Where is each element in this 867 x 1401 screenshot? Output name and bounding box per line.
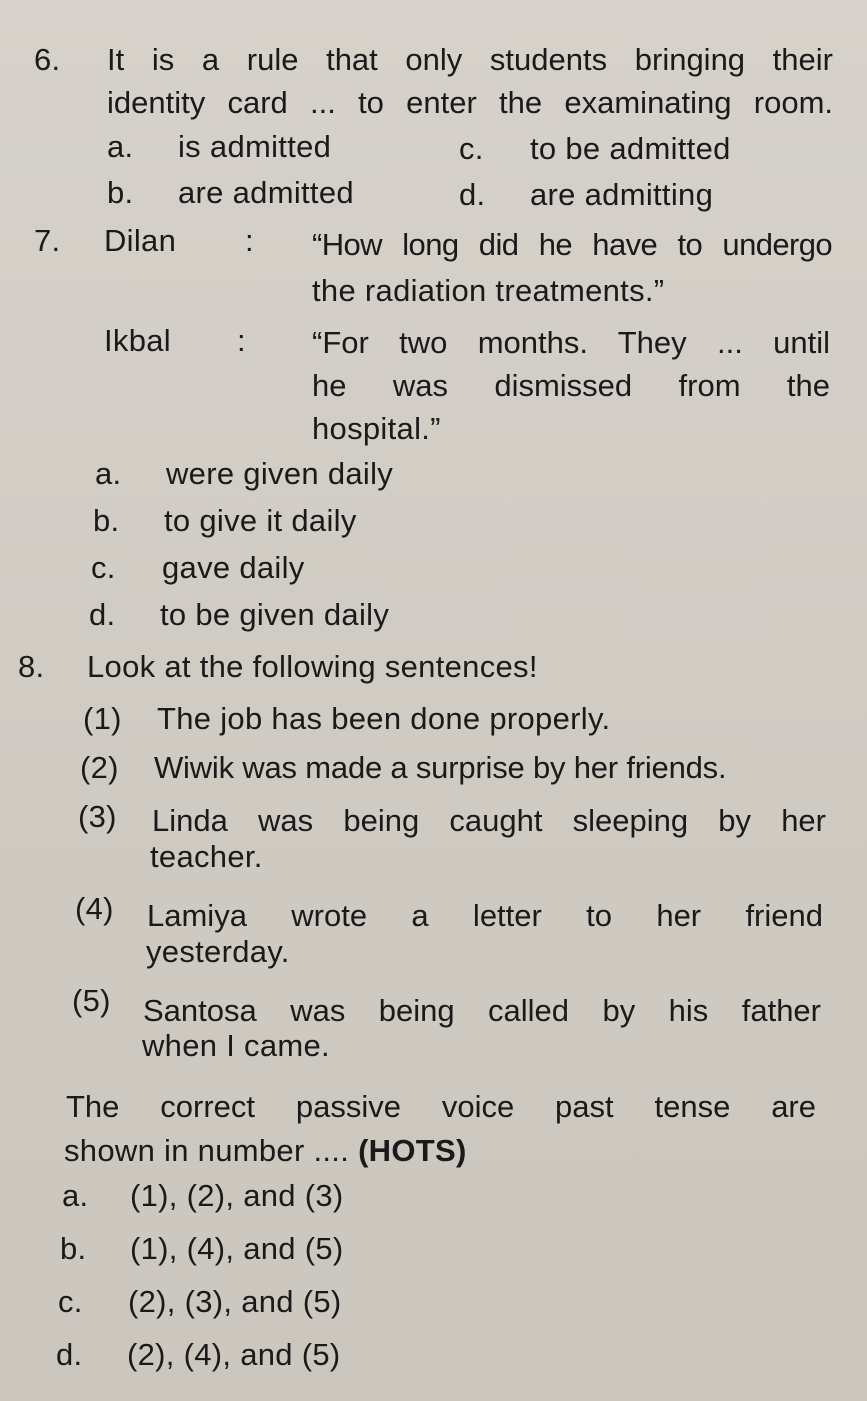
option-c[interactable]: gave daily xyxy=(162,550,305,585)
option-letter: c. xyxy=(58,1284,83,1319)
question-text-line: The correct passive voice past tense are xyxy=(66,1089,816,1124)
option-letter: d. xyxy=(89,597,116,632)
option-letter: c. xyxy=(459,131,484,166)
option-letter: b. xyxy=(107,175,134,210)
sentence-number: (3) xyxy=(78,799,117,834)
option-c[interactable]: to be admitted xyxy=(530,131,731,166)
option-b[interactable]: are admitted xyxy=(178,175,354,210)
dialogue-line: “How long did he have to undergo xyxy=(312,227,832,262)
speaker-name: Dilan xyxy=(104,223,177,258)
sentence-text: The job has been done properly. xyxy=(157,701,611,736)
question-text-line: identity card ... to enter the examinating room. xyxy=(107,85,833,120)
sentence-text: yesterday. xyxy=(146,934,290,969)
question-number: 7. xyxy=(34,223,61,258)
option-letter: c. xyxy=(91,550,116,585)
option-letter: a. xyxy=(95,456,122,491)
question-number: 8. xyxy=(18,649,45,684)
option-letter: a. xyxy=(62,1178,89,1213)
hots-tag: (HOTS) xyxy=(358,1133,467,1168)
option-d[interactable]: are admitting xyxy=(530,177,714,212)
speaker-colon: : xyxy=(245,223,254,258)
option-letter: b. xyxy=(93,503,120,538)
question-number: 6. xyxy=(34,42,61,77)
option-letter: d. xyxy=(56,1337,83,1372)
question-text: shown in number .... xyxy=(64,1133,359,1168)
option-b[interactable]: (1), (4), and (5) xyxy=(130,1231,344,1266)
option-a[interactable]: is admitted xyxy=(178,129,332,164)
sentence-number: (1) xyxy=(83,701,122,736)
sentence-text: when I came. xyxy=(142,1028,330,1063)
sentence-text: Santosa was being called by his father xyxy=(143,993,821,1028)
dialogue-line: hospital.” xyxy=(312,411,441,446)
speaker-name: Ikbal xyxy=(104,323,171,358)
dialogue-line: “For two months. They ... until xyxy=(312,325,830,360)
option-letter: b. xyxy=(60,1231,87,1266)
option-d[interactable]: (2), (4), and (5) xyxy=(127,1337,341,1372)
dialogue-line: the radiation treatments.” xyxy=(312,273,665,308)
sentence-text: Wiwik was made a surprise by her friends. xyxy=(154,750,727,785)
dialogue-line: he was dismissed from the xyxy=(312,368,830,403)
option-b[interactable]: to give it daily xyxy=(164,503,357,538)
sentence-number: (5) xyxy=(72,983,111,1018)
option-letter: d. xyxy=(459,177,486,212)
question-text-line xyxy=(64,1132,467,1170)
sentence-number: (4) xyxy=(75,891,114,926)
sentence-number: (2) xyxy=(80,750,119,785)
question-text-line: It is a rule that only students bringing their xyxy=(107,42,833,77)
sentence-text: Lamiya wrote a letter to her friend xyxy=(147,898,823,933)
option-a[interactable]: were given daily xyxy=(166,456,394,491)
sentence-text: teacher. xyxy=(150,839,263,874)
sentence-text: Linda was being caught sleeping by her xyxy=(152,803,826,838)
option-d[interactable]: to be given daily xyxy=(160,597,390,632)
option-letter: a. xyxy=(107,129,134,164)
option-c[interactable]: (2), (3), and (5) xyxy=(128,1284,342,1319)
question-intro: Look at the following sentences! xyxy=(87,649,538,684)
speaker-colon: : xyxy=(237,323,246,358)
option-a[interactable]: (1), (2), and (3) xyxy=(130,1178,344,1213)
